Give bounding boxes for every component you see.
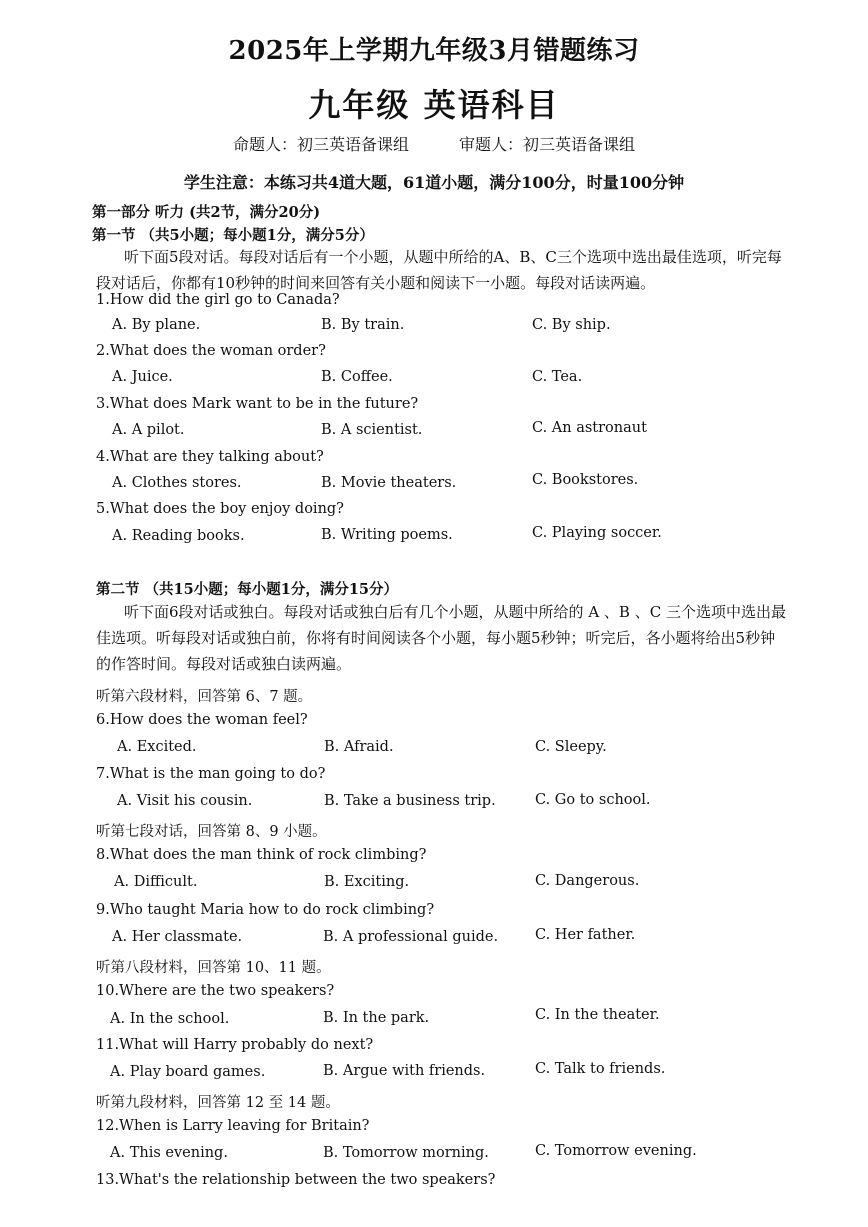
student-notice: 学生注意：本练习共4道大题，61道小题，满分100分，时量100分钟 <box>183 173 685 192</box>
question-5: 5.What does the boy enjoy doing? <box>96 501 344 517</box>
section2-instructions: 听下面6段对话或独白。每段对话或独白后有几个小题，从题中所给的 A 、B 、C 三个选项中选出最佳选项。听每段对话或独白前，你将有时间阅读各个小题，每小题5秒钟；听完后，各小题将给出5秒钟的作答时间。每段对话或独白读两遍。 <box>96 603 786 673</box>
question-6: 6.How does the woman feel? <box>96 712 308 728</box>
q5-option-c: C. Playing soccer. <box>532 525 662 541</box>
q8-option-c: C. Dangerous. <box>535 873 640 889</box>
question-4: 4.What are they talking about? <box>96 449 324 465</box>
note-material-6: 听第六段材料，回答第 6、7 题。 <box>96 689 313 705</box>
q5-option-a: A. Reading books. <box>112 528 245 544</box>
q2-option-b: B. Coffee. <box>321 369 393 385</box>
q6-option-a: A. Excited. <box>117 739 197 755</box>
author: 命题人：初三英语备课组 <box>232 135 409 154</box>
note-material-8: 听第八段材料，回答第 10、11 题。 <box>96 960 331 976</box>
q1-option-a: A. By plane. <box>112 317 201 333</box>
section2-heading: 第二节 （共15小题；每小题1分，满分15分） <box>96 581 398 598</box>
note-material-9: 听第九段材料，回答第 12 至 14 题。 <box>96 1095 340 1111</box>
q7-option-a: A. Visit his cousin. <box>117 793 253 809</box>
q8-option-a: A. Difficult. <box>114 874 198 890</box>
q3-option-c: C. An astronaut <box>532 420 647 436</box>
q5-option-b: B. Writing poems. <box>321 527 453 543</box>
question-1: 1.How did the girl go to Canada? <box>96 292 340 308</box>
question-7: 7.What is the man going to do? <box>96 766 326 782</box>
q6-option-c: C. Sleepy. <box>535 739 607 755</box>
question-3: 3.What does Mark want to be in the future? <box>96 396 419 412</box>
q9-option-c: C. Her father. <box>535 927 636 943</box>
q10-option-b: B. In the park. <box>323 1010 430 1026</box>
q2-option-a: A. Juice. <box>112 369 173 385</box>
q4-option-c: C. Bookstores. <box>532 472 639 488</box>
note-material-7: 听第七段对话，回答第 8、9 小题。 <box>96 824 327 840</box>
q4-option-a: A. Clothes stores. <box>112 475 242 491</box>
q7-option-b: B. Take a business trip. <box>324 793 496 809</box>
q11-option-b: B. Argue with friends. <box>323 1063 486 1079</box>
q9-option-b: B. A professional guide. <box>323 929 499 945</box>
q3-option-b: B. A scientist. <box>321 422 423 438</box>
q8-option-b: B. Exciting. <box>324 874 410 890</box>
section1-heading: 第一节 （共5小题；每小题1分，满分5分） <box>92 227 374 244</box>
q9-option-a: A. Her classmate. <box>112 929 243 945</box>
author-line <box>0 132 868 155</box>
q10-option-a: A. In the school. <box>110 1011 230 1027</box>
question-10: 10.Where are the two speakers? <box>96 983 335 999</box>
question-9: 9.Who taught Maria how to do rock climbing? <box>96 902 435 918</box>
q12-option-a: A. This evening. <box>110 1145 228 1161</box>
exam-title: 2025年上学期九年级3月错题练习 <box>228 36 640 66</box>
reviewer: 审题人：初三英语备课组 <box>459 135 636 154</box>
section1-instructions: 听下面5段对话。每段对话后有一个小题，从题中所给的A、B、C三个选项中选出最佳选项，听完每段对话后，你都有10秒钟的时间来回答有关小题和阅读下一小题。每段对话读两遍。 <box>96 248 782 292</box>
q11-option-c: C. Talk to friends. <box>535 1061 666 1077</box>
q12-option-c: C. Tomorrow evening. <box>535 1143 697 1159</box>
q11-option-a: A. Play board games. <box>110 1064 266 1080</box>
q3-option-a: A. A pilot. <box>112 422 185 438</box>
q10-option-c: C. In the theater. <box>535 1007 660 1023</box>
q2-option-c: C. Tea. <box>532 369 583 385</box>
question-11: 11.What will Harry probably do next? <box>96 1037 374 1053</box>
question-12: 12.When is Larry leaving for Britain? <box>96 1118 370 1134</box>
q12-option-b: B. Tomorrow morning. <box>323 1145 489 1161</box>
q1-option-b: B. By train. <box>321 317 405 333</box>
part1-heading: 第一部分 听力 (共2节，满分20分) <box>92 204 321 221</box>
q7-option-c: C. Go to school. <box>535 792 651 808</box>
question-13: 13.What's the relationship between the two speakers? <box>96 1172 496 1188</box>
q1-option-c: C. By ship. <box>532 317 611 333</box>
question-8: 8.What does the man think of rock climbing? <box>96 847 427 863</box>
question-2: 2.What does the woman order? <box>96 343 326 359</box>
exam-subtitle: 九年级 英语科目 <box>308 86 560 124</box>
q6-option-b: B. Afraid. <box>324 739 394 755</box>
q4-option-b: B. Movie theaters. <box>321 475 457 491</box>
